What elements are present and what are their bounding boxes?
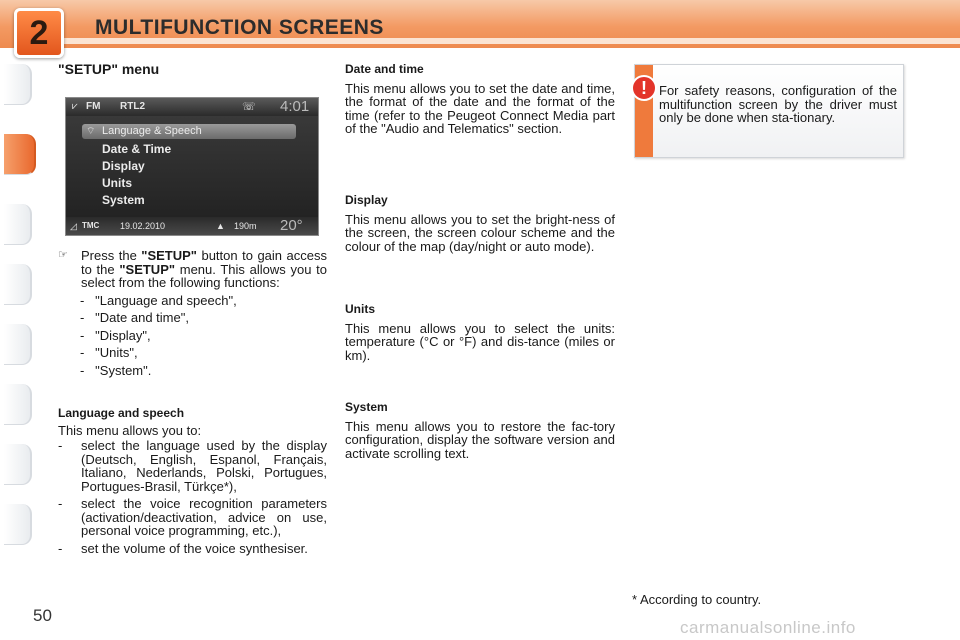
chapter-tab-6[interactable] bbox=[4, 384, 32, 425]
setup-screen-image bbox=[65, 97, 319, 236]
language-intro: This menu allows you to: bbox=[58, 422, 202, 438]
system-heading: System bbox=[345, 400, 388, 414]
date-time-section bbox=[345, 63, 615, 136]
list-item: - select the voice recognition parameters (activation/deactivation, advice on use, personal voice programming, etc.), bbox=[58, 496, 327, 538]
language-heading: Language and speech bbox=[58, 406, 185, 420]
language-items bbox=[58, 439, 327, 555]
exclamation-warning-icon: ! bbox=[631, 75, 657, 101]
pointing-hand-icon: ☞ bbox=[58, 249, 68, 261]
signal-icon: ⩗ bbox=[72, 101, 78, 112]
screen-temperature: 20° bbox=[280, 217, 303, 234]
screen-band: FM bbox=[86, 101, 101, 112]
language-section bbox=[58, 407, 327, 555]
system-section bbox=[345, 401, 615, 460]
screen-menu-item-language: ⌔ Language & Speech bbox=[82, 124, 296, 139]
screen-bottom-bar bbox=[66, 217, 318, 235]
date-time-text: This menu allows you to set the date and time, the format of the date and the format of the time (refer to the Peugeot Connect Media part of the "Audio and Telematics" section. bbox=[345, 80, 615, 136]
list-item: - select the language used by the display (Deutsch, English, Espanol, Français, Italiano, Nederlands, Polski, Portugues, Portugues-Brasil, Türkçe*), bbox=[58, 438, 327, 494]
navigation-arrow-icon: ▲ bbox=[216, 221, 225, 231]
screen-menu-item-system: System bbox=[102, 193, 145, 207]
instruction-paragraph: ☞ Press the "SETUP" button to gain access to the "SETUP" menu. This allows you to select from the following functions: bbox=[58, 248, 327, 290]
screen-date: 19.02.2010 bbox=[120, 221, 166, 231]
chapter-tab-4[interactable] bbox=[4, 264, 32, 305]
chapter-number-badge: 2 bbox=[14, 8, 64, 58]
chapter-tab-1[interactable] bbox=[4, 64, 32, 105]
units-text: This menu allows you to select the units: temperature (°C or °F) and dis-tance (miles or km). bbox=[345, 320, 615, 363]
warning-text: For safety reasons, configuration of the multifunction screen by the driver must only be done when sta-tionary. bbox=[659, 83, 897, 125]
chapter-tab-3[interactable] bbox=[4, 204, 32, 245]
display-heading: Display bbox=[345, 193, 388, 207]
triangle-icon: ◿ bbox=[70, 221, 77, 231]
units-heading: Units bbox=[345, 302, 375, 316]
display-section bbox=[345, 194, 615, 253]
system-text: This menu allows you to restore the fac-tory configuration, display the software version and activate scrolling text. bbox=[345, 418, 615, 461]
list-item: - "Language and speech", bbox=[80, 292, 237, 308]
watermark: carmanualsonline.info bbox=[680, 618, 856, 637]
left-column bbox=[58, 63, 328, 77]
date-time-heading: Date and time bbox=[345, 62, 424, 76]
screen-clock: 4:01 bbox=[280, 98, 310, 115]
chapter-tab-2-active[interactable] bbox=[4, 134, 36, 175]
screen-station: RTL2 bbox=[120, 101, 145, 112]
chapter-tab-7[interactable] bbox=[4, 444, 32, 485]
chapter-title: MULTIFUNCTION SCREENS bbox=[95, 16, 384, 39]
screen-top-bar bbox=[66, 98, 318, 116]
setup-menu-ref: "SETUP" bbox=[119, 261, 176, 277]
units-section bbox=[345, 303, 615, 362]
instruction-block bbox=[58, 249, 327, 377]
chapter-tab-8[interactable] bbox=[4, 504, 32, 545]
screen-distance: 190m bbox=[234, 221, 257, 231]
list-item: - "Date and time", bbox=[80, 310, 189, 325]
screen-tmc: TMC bbox=[82, 221, 100, 230]
setup-button-ref: "SETUP" bbox=[141, 248, 197, 263]
function-list bbox=[58, 294, 327, 378]
phone-icon: ☏ bbox=[242, 101, 256, 113]
footnote: * According to country. bbox=[632, 592, 762, 607]
list-item: - set the volume of the voice synthesiser. bbox=[58, 540, 308, 556]
screen-menu-item-display: Display bbox=[102, 159, 145, 173]
chapter-tab-5[interactable] bbox=[4, 324, 32, 365]
chapter-tab-strip bbox=[0, 64, 32, 576]
section-title: "SETUP" menu bbox=[58, 61, 160, 77]
speech-icon: ⌔ bbox=[86, 126, 96, 137]
list-item: - "Units", bbox=[80, 345, 138, 360]
list-item: - "Display", bbox=[80, 327, 151, 343]
list-item: - "System". bbox=[80, 362, 152, 378]
screen-menu-item-date: Date & Time bbox=[102, 142, 172, 156]
screen-menu-item-units: Units bbox=[102, 176, 132, 190]
display-text: This menu allows you to set the bright-ness of the screen, the screen colour scheme and the colour of the map (day/night or auto mode). bbox=[345, 211, 615, 254]
safety-warning-box bbox=[634, 64, 904, 158]
page-number: 50 bbox=[33, 606, 52, 625]
